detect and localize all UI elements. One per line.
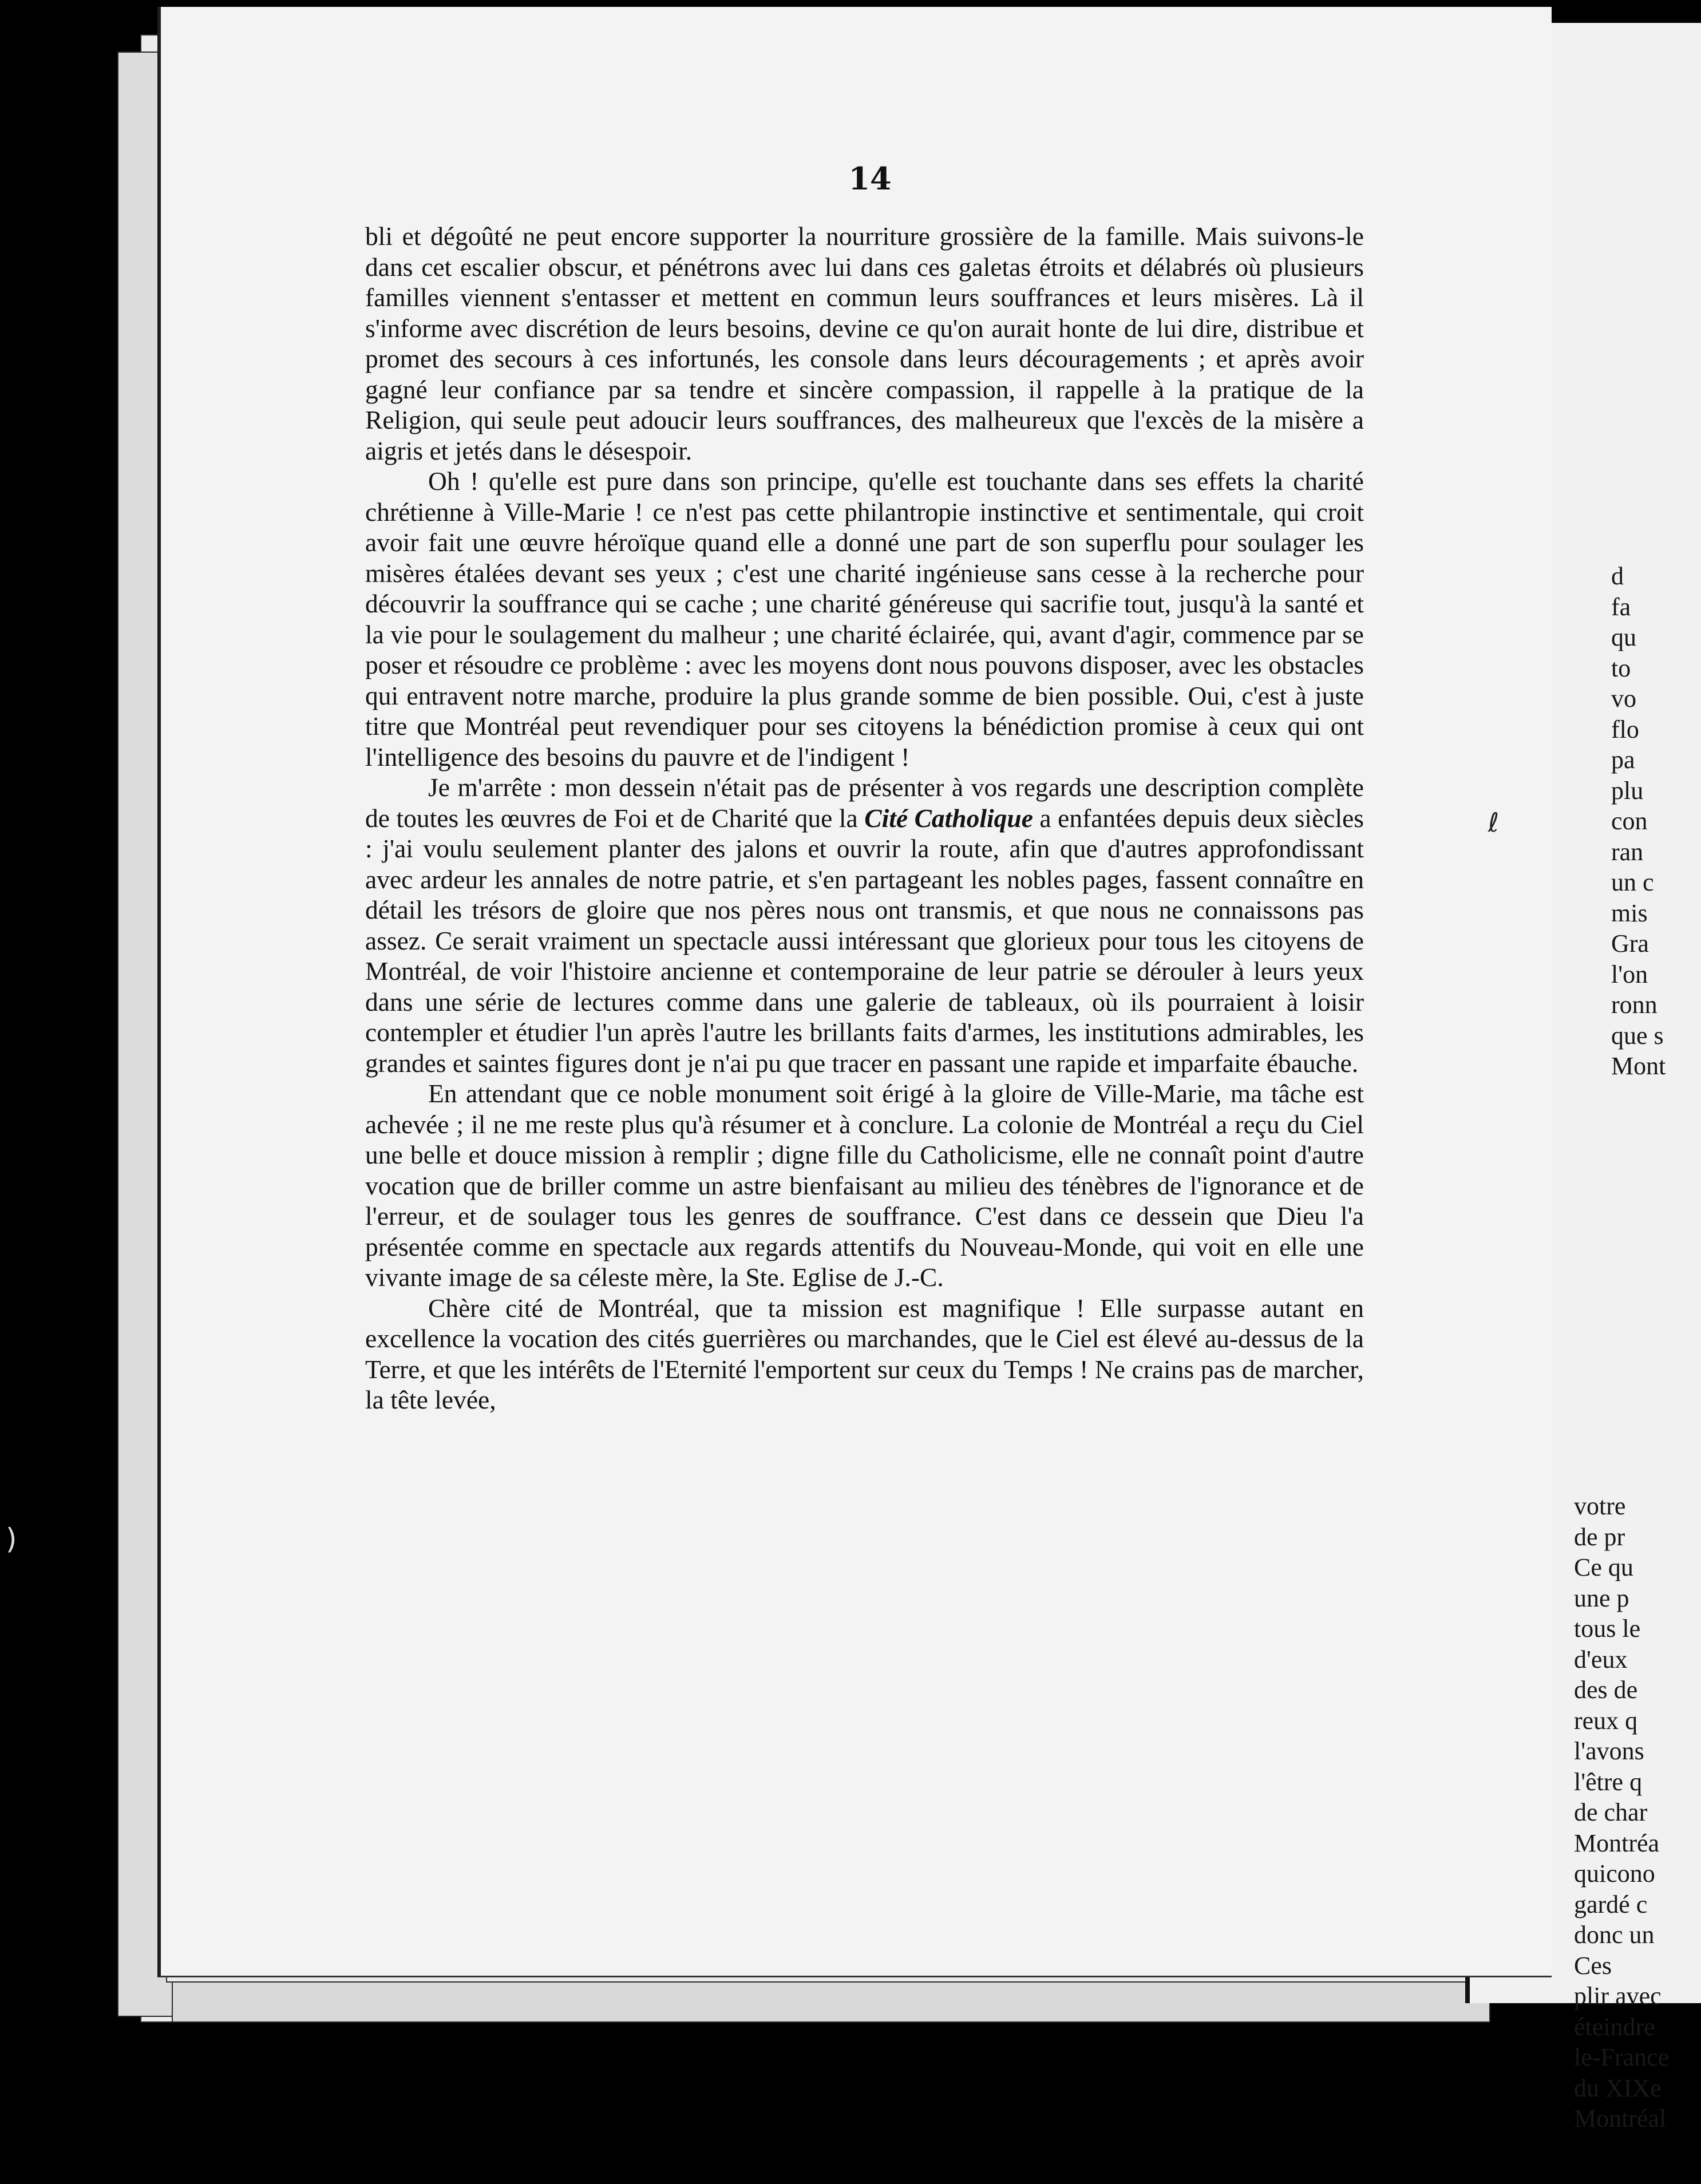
- text-fragment: plir avec: [1574, 1982, 1662, 2010]
- text-fragment: Mont: [1611, 1052, 1666, 1080]
- text-fragment: Ce qu: [1574, 1553, 1633, 1581]
- text-fragment: un c: [1611, 868, 1654, 896]
- text-fragment: to: [1611, 654, 1631, 682]
- text-fragment: Ces: [1574, 1951, 1612, 1980]
- text-fragment: d'eux: [1574, 1645, 1628, 1673]
- text-fragment: l'on: [1611, 960, 1648, 988]
- paragraph-text: Je m'arrête : mon dessein n'était pas de présenter à vos regards une description complète de toutes les œuvres de Foi et de Charité que la: [365, 773, 1364, 833]
- paragraph-text: a enfantées depuis deux siècles : j'ai voulu seulement planter des jalons et ouvrir la route, afin que d'autres approfondissant avec ardeur les annales de notre patrie, et s'en partageant les nobles pages, fassent connaître en détail les trésors de gloire que nos pères nous ont transmis, et que nous ne connaissons pas assez. Ce serait vraiment un spectacle aussi intéressant que glorieux pour tous les citoyens de Montréal, de voir l'histoire ancienne et contemporaine de leur patrie se dérouler à leurs yeux dans une série de lectures comme dans une galerie de tableaux, où ils pourraient à loisir contempler et étudier l'un après l'autre les brillants faits d'armes, les institutions admirables, les grandes et saintes figures dont je n'ai pu que tracer en passant une rapide et imparfaite ébauche.: [365, 803, 1364, 1078]
- text-fragment: donc un: [1574, 1921, 1655, 1949]
- text-fragment: con: [1611, 807, 1648, 835]
- text-fragment: le-France: [1574, 2043, 1670, 2071]
- paragraph: [365, 1293, 1364, 1415]
- text-fragment: votre: [1574, 1492, 1626, 1520]
- text-fragment: une p: [1574, 1584, 1629, 1612]
- text-fragment: Montréa: [1574, 1829, 1660, 1857]
- paragraph: [365, 772, 1364, 1078]
- italic-phrase: Cité Catholique: [864, 803, 1033, 833]
- body-text: [365, 221, 1364, 1766]
- text-fragment: des de: [1574, 1676, 1638, 1704]
- text-fragment: Gra: [1611, 929, 1649, 958]
- text-fragment: du XIXe: [1574, 2074, 1662, 2102]
- paragraph: [365, 1078, 1364, 1293]
- text-fragment: éteindre: [1574, 2012, 1655, 2041]
- text-fragment: Montréal: [1574, 2104, 1667, 2132]
- paragraph-text: En attendant que ce noble monument soit érigé à la gloire de Ville-Marie, ma tâche est achevée ; il ne me reste plus qu'à résumer et à conclure. La colonie de Montréal a reçu du Ciel une belle et douce mission à remplir ; digne fille du Catholicisme, elle ne connaît point d'autre vocation que de briller comme un astre bienfaisant au milieu des ténèbres de l'ignorance et de l'erreur, et de soulager tous les genres de souffrance. C'est dans ce dessein que Dieu l'a présentée comme en spectacle aux regards attentifs du Nouveau-Monde, qui voit en elle une vivante image de sa céleste mère, la Ste. Eglise de J.-C.: [365, 1079, 1364, 1292]
- paragraph-text: Oh ! qu'elle est pure dans son principe, qu'elle est touchante dans ses effets la charité chrétienne à Ville-Marie ! ce n'est pas cette philantropie instinctive et sentimentale, qui croit avoir fait une œuvre héroïque quand elle a donné une part de son superflu pour soulager les misères étalées devant ses yeux ; c'est une charité ingénieuse sans cesse à la recherche pour découvrir la souffrance qui se cache ; une charité généreuse qui sacrifie tout, jusqu'à la santé et la vie pour le soulagement du malheur ; une charité éclairée, qui, avant d'agir, commence par se poser et résoudre ce problème : avec les moyens dont nous pouvons disposer, avec les obstacles qui entravent notre marche, produire la plus grande somme de bien possible. Oui, c'est à juste titre que Montréal peut revendiquer pour ses citoyens la bénédiction promise à ceux qui ont l'intelligence des besoins du pauvre et de l'indigent !: [365, 466, 1364, 771]
- text-fragment: gardé c: [1574, 1890, 1648, 1918]
- text-fragment: vo: [1611, 685, 1636, 713]
- right-page-text-fragments: [1611, 561, 1701, 1082]
- text-fragment: l'être q: [1574, 1767, 1643, 1796]
- paragraph: [365, 466, 1364, 772]
- paragraph-text: Chère cité de Montréal, que ta mission est magnifique ! Elle surpasse autant en excellence la vocation des cités guerrières ou marchandes, que le Ciel est élevé au-dessus de la Terre, et que les intérêts de l'Eternité l'emportent sur ceux du Temps ! Ne crains pas de marcher, la tête levée,: [365, 1293, 1364, 1414]
- text-fragment: de char: [1574, 1798, 1648, 1826]
- paragraph-text: bli et dégoûté ne peut encore supporter la nourriture grossière de la famille. Mais suivons-le dans cet escalier obscur, et pénétrons avec lui dans ces galetas étroits et délabrés où plusieurs familles viennent s'entasser et mettent en commun leurs souffrances et leurs misères. Là il s'informe avec discrétion de leurs besoins, devine ce qu'on aurait honte de lui dire, distribue et promet des secours à ces infortunés, les console dans leurs découragements ; et après avoir gagné leur confiance par sa tendre et sincère compassion, il rappelle à la pratique de la Religion, qui seule peut adoucir leurs souffrances, des malheureux que l'excès de la misère a aigris et jetés dans le désespoir.: [365, 221, 1364, 465]
- text-fragment: l'avons: [1574, 1737, 1644, 1765]
- text-fragment: qu: [1611, 623, 1636, 651]
- text-fragment: quicono: [1574, 1859, 1655, 1888]
- text-fragment: plu: [1611, 776, 1644, 805]
- paragraph: [365, 221, 1364, 466]
- text-fragment: d: [1611, 562, 1624, 590]
- ink-mark: ℓ: [1488, 807, 1500, 838]
- text-fragment: mis: [1611, 899, 1648, 927]
- margin-mark: ): [6, 1522, 17, 1556]
- text-fragment: que s: [1611, 1021, 1664, 1050]
- text-fragment: pa: [1611, 746, 1635, 774]
- right-page-text-fragments: [1574, 1491, 1701, 2134]
- text-fragment: tous le: [1574, 1615, 1641, 1643]
- text-fragment: reux q: [1574, 1706, 1638, 1735]
- text-fragment: ronn: [1611, 991, 1658, 1019]
- page-number: 14: [848, 160, 892, 197]
- text-fragment: flo: [1611, 715, 1639, 743]
- text-fragment: fa: [1611, 592, 1631, 621]
- text-fragment: de pr: [1574, 1522, 1625, 1551]
- text-fragment: ran: [1611, 837, 1644, 866]
